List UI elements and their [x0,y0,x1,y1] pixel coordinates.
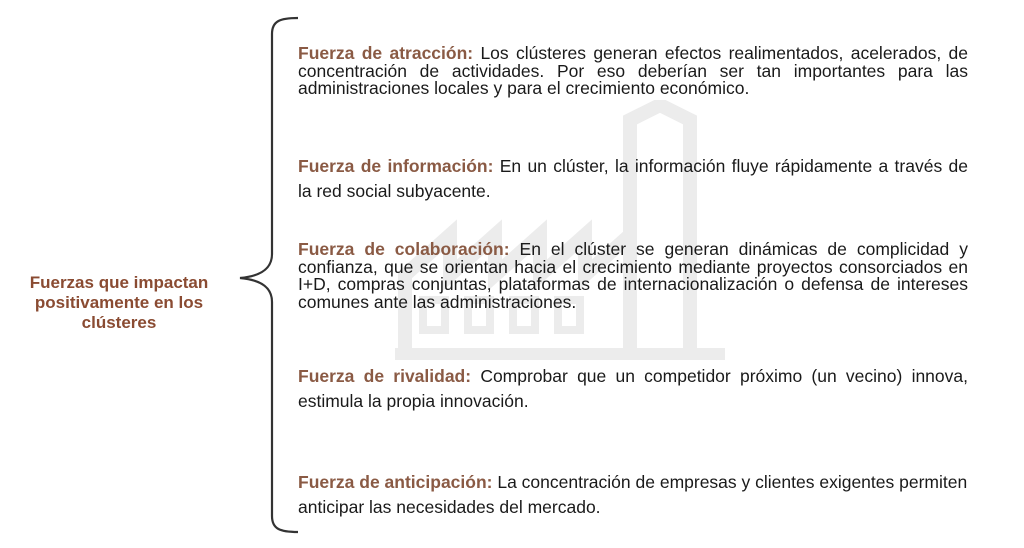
force-title: Fuerza de colaboración: [298,239,510,259]
force-collaboration [298,241,968,311]
curly-brace-icon [232,16,306,534]
factory-watermark-icon [395,100,795,360]
label-line-1: Fuerzas que impactan [29,273,209,292]
force-title: Fuerza de atracción: [298,43,474,63]
force-text: En el clúster se generan dinámicas de complicidad y confianza, que se orientan hacia el crecimiento mediante proyectos consorciados en I+D, compras conjuntas, plataformas de internacionalización o defensa de intereses comunes ante las administraciones. [298,239,969,312]
label-line-3: clústeres [81,313,157,332]
force-title: Fuerza de anticipación: [298,472,493,492]
clusters-forces-label [8,273,230,333]
force-rivalry [298,364,968,414]
force-text: Los clústeres generan efectos realimentados, acelerados, de concentración de actividades. Por eso deberían ser tan importantes para las administraciones locales y para el crecimiento económico. [298,43,968,98]
force-anticipation [298,470,968,520]
force-title: Fuerza de información: [298,156,494,176]
force-attraction [298,45,968,98]
force-information [298,154,968,204]
force-text: En un clúster, la información fluye rápidamente a través de la red social subyacente. [298,156,968,201]
force-text: La concentración de empresas y clientes exigentes permiten anticipar las necesidades del mercado. [298,472,968,517]
force-title: Fuerza de rivalidad: [298,366,472,386]
force-text: Comprobar que un competidor próximo (un vecino) innova, estimula la propia innovación. [298,366,968,411]
label-line-2: positivamente en los [34,293,204,312]
